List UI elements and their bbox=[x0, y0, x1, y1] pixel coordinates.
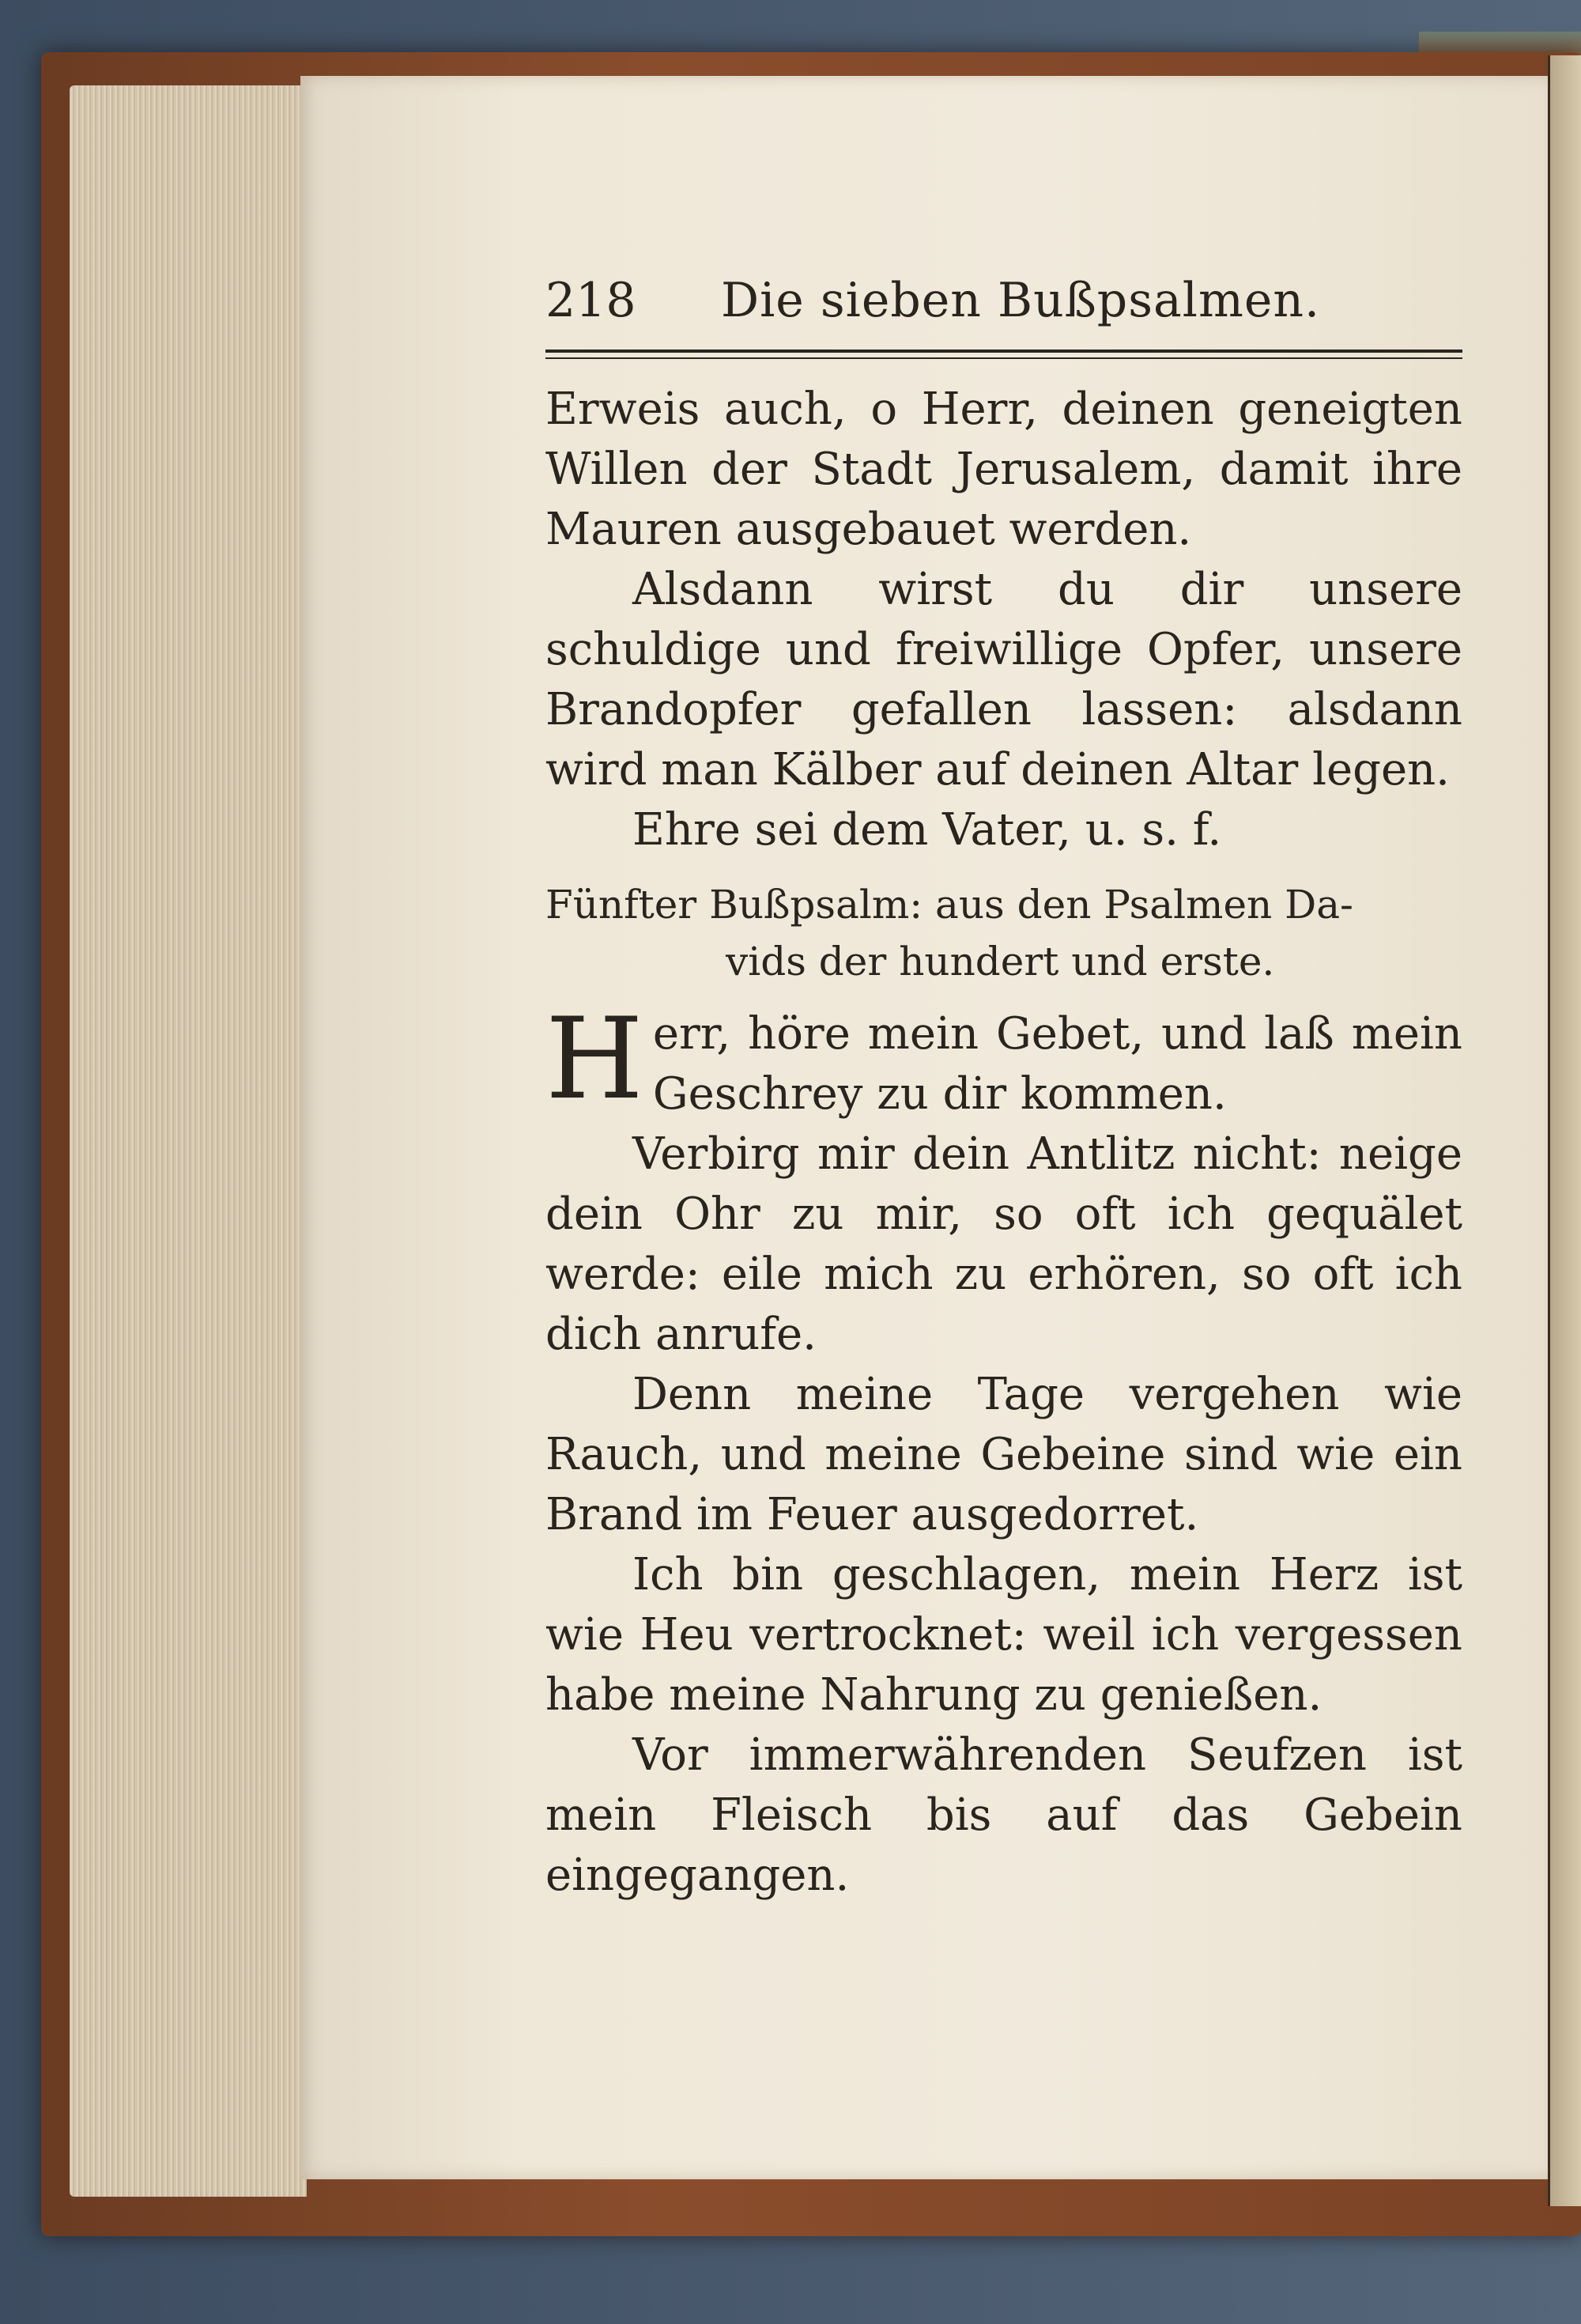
verse-text: err, höre mein Gebet, und laß mein Geschrey zu dir kommen. bbox=[652, 1008, 1462, 1120]
section-heading-line-1: Fünfter Bußpsalm: aus den Psalmen Da- bbox=[545, 882, 1353, 928]
psalm-verse-5: Vor immerwährenden Seufzen ist mein Fleisch bis auf das Gebein eingegangen. bbox=[545, 1729, 1462, 1901]
paragraph: Alsdann wirst du dir unsere schuldige und freiwillige Opfer, unsere Brandopfer gefallen lassen: alsdann wird man Kälber auf deinen Altar legen. bbox=[545, 564, 1462, 795]
page-body bbox=[545, 380, 1462, 1906]
drop-cap: H bbox=[545, 994, 643, 1124]
header-rule bbox=[545, 350, 1462, 353]
page-header bbox=[545, 269, 1466, 332]
facing-page-edge bbox=[1548, 55, 1581, 2206]
psalm-verse-3: Denn meine Tage vergehen wie Rauch, und meine Gebeine sind wie ein Brand im Feuer ausgedorret. bbox=[545, 1369, 1462, 1540]
page-number: 218 bbox=[545, 273, 636, 328]
psalm-verse-2: Verbirg mir dein Antlitz nicht: neige dein Ohr zu mir, so oft ich gequälet werde: eile mich zu erhören, so oft ich dich anrufe. bbox=[545, 1128, 1462, 1360]
section-heading bbox=[545, 876, 1462, 990]
paragraph: Ehre sei dem Vater, u. s. f. bbox=[632, 804, 1222, 856]
header-rule-thin bbox=[545, 357, 1462, 359]
page-edges bbox=[70, 85, 307, 2197]
psalm-verse-1 bbox=[545, 994, 1462, 1124]
paragraph: Erweis auch, o Herr, deinen geneigten Willen der Stadt Jerusalem, damit ihre Mauren ausgebauet werden. bbox=[545, 384, 1462, 555]
section-heading-line-2: vids der hundert und erste. bbox=[726, 939, 1275, 984]
running-title: Die sieben Bußpsalmen. bbox=[721, 273, 1321, 328]
psalm-verse-4: Ich bin geschlagen, mein Herz ist wie Heu vertrocknet: weil ich vergessen habe meine Nahrung zu genießen. bbox=[545, 1549, 1462, 1721]
